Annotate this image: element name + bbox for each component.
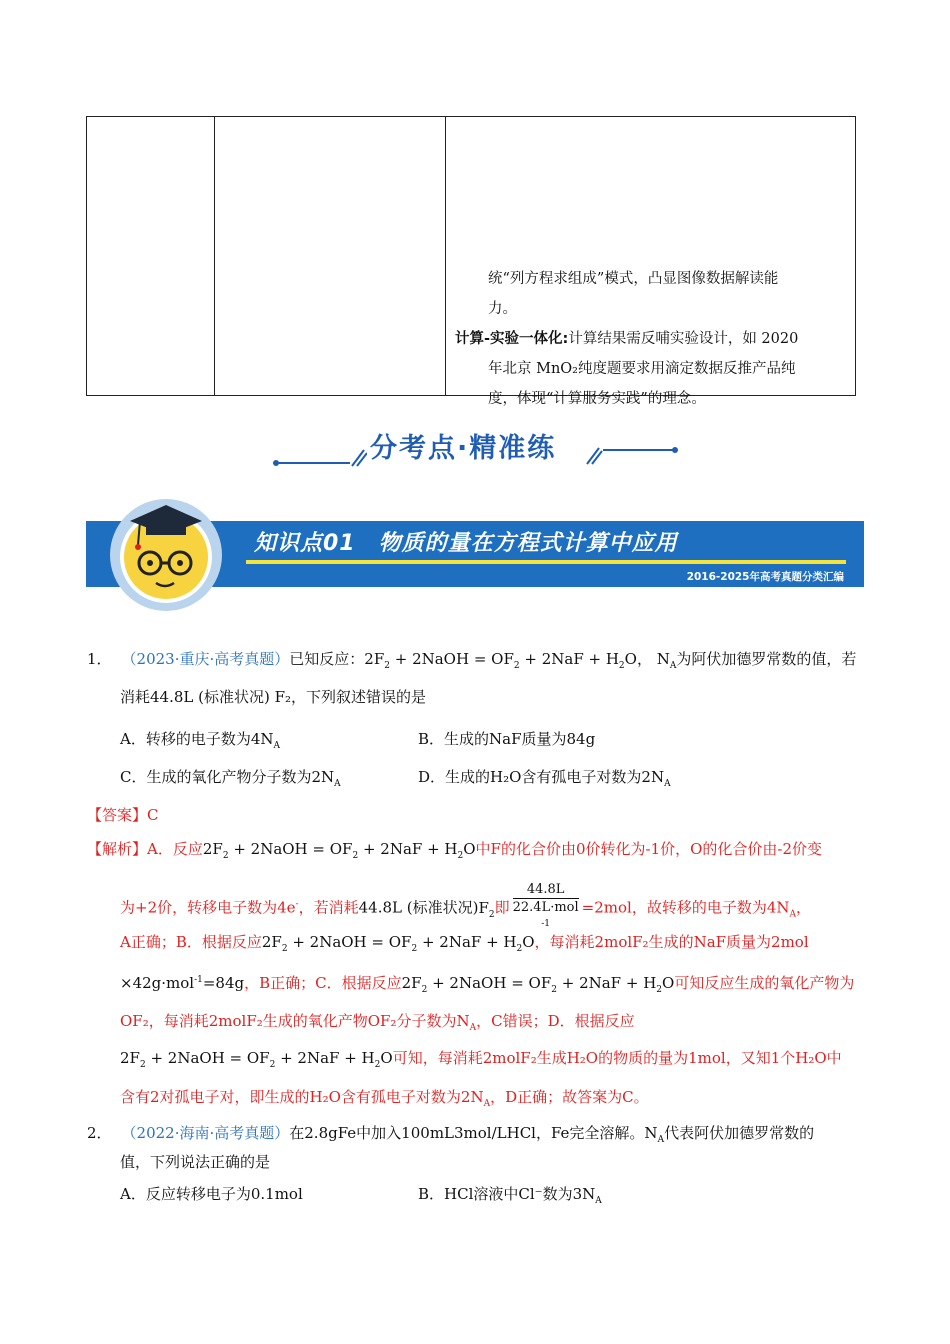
banner-subtitle: 2016-2025年高考真题分类汇编 — [686, 571, 844, 583]
analysis-line-6: $2F_2$ + 2NaOH = $OF_2 + 2NaF + H_2O$可知，每消耗2molF₂生成H₂O的物质的量为1mol，又知1个H₂O中 — [120, 1049, 842, 1070]
analysis-line-7: 含有2对孤电子对，即生成的H₂O含有孤电子对数为$2N_A$，D正确；故答案为C。 — [120, 1088, 649, 1109]
question-2-line-2: 值，下列说法正确的是 — [120, 1153, 271, 1171]
section-title-text: 分考点·精准练 — [370, 433, 557, 464]
option-d[interactable]: D．生成的H₂O含有孤电子对数为$2N_A$ — [418, 768, 671, 789]
analysis-line-4: ×42g·mol$^{-1}$=84g，B正确；C．根据反应$2F_2$ + 2NaOH = $OF_2 + 2NaF + H_2O$可知反应生成的氧化产物为 — [120, 974, 855, 995]
analysis-line-1: 【解析】A．反应$2F_2$ + 2NaOH = $OF_2 + 2NaF + H_2O$中F的化合价由0价转化为-1价，O的化合价由-2价变 — [87, 840, 823, 861]
equation: $2F_2$ + 2NaOH = $OF_2 + 2NaF + H_2O$ — [364, 650, 637, 671]
option-b[interactable]: B．HCl溶液中Cl⁻数为$3N_A$ — [418, 1185, 602, 1206]
option-c[interactable]: C．生成的氧化产物分子数为$2N_A$ — [120, 768, 341, 789]
banner-title: 知识点01 物质的量在方程式计算中应用 — [254, 531, 678, 556]
equation: $2F_2$ + 2NaOH = $OF_2 + 2NaF + H_2O$ — [261, 933, 535, 954]
fraction: 44.8L 22.4L·mol $^{-1}$ — [512, 882, 579, 929]
cell-bold-label: 计算-实验一体化: — [455, 331, 569, 347]
answer-line: 【答案】C — [87, 806, 159, 824]
question-source: （2023·重庆·高考真题） — [121, 650, 290, 668]
scholar-avatar-icon — [110, 491, 222, 615]
equation: $2F_2$ + 2NaOH = $OF_2 + 2NaF + H_2O$ — [120, 1049, 393, 1070]
cell-line: 统“列方程求组成”模式，凸显图像数据解读能 — [488, 271, 779, 287]
analysis-line-2: 为+2价，转移电子数为4e-，若消耗44.8L (标准状况)$F_2$即 44.8L 22.4L·mol $^{-1}$ =2mol，故转移的电子数为$4N_A$， — [120, 881, 811, 936]
cell-line: 度，体现“计算服务实践”的理念。 — [488, 391, 706, 407]
equation: $2F_2$ + 2NaOH = $OF_2 + 2NaF + H_2O$ — [401, 974, 675, 995]
cell-line: 计算-实验一体化:计算结果需反哺实验设计，如 2020 — [455, 331, 799, 347]
table-divider — [214, 117, 215, 395]
cell-line: 力。 — [488, 301, 517, 317]
option-a[interactable]: A．转移的电子数为$4N_A$ — [120, 730, 281, 751]
question-2-line-1: 2． （2022·海南·高考真题）在2.8gFe中加入100mL3mol/LHCl，Fe完全溶解。$N_A$代表阿伏加德罗常数的 — [87, 1124, 815, 1145]
analysis-line-3: A正确；B．根据反应$2F_2$ + 2NaOH = $OF_2 + 2NaF + H_2O$，每消耗2molF₂生成的NaF质量为2mol — [120, 933, 809, 954]
question-1-line-1: 1． （2023·重庆·高考真题）已知反应：$2F_2$ + 2NaOH = $OF_2 + 2NaF + H_2O$， $N_A$为阿伏加德罗常数的值，若 — [87, 650, 857, 671]
right-decor-icon — [585, 446, 680, 468]
question-1-line-2: 消耗44.8L (标准状况) F₂，下列叙述错误的是 — [120, 688, 427, 706]
option-a[interactable]: A．反应转移电子为0.1mol — [120, 1185, 303, 1203]
table-cell-text — [455, 264, 850, 414]
left-decor-icon — [272, 446, 367, 468]
cell-line: 年北京 MnO₂纯度题要求用滴定数据反推产品纯 — [488, 361, 796, 377]
option-b[interactable]: B．生成的NaF质量为84g — [418, 730, 596, 748]
banner-stripe — [246, 560, 846, 564]
analysis-line-5: OF₂，每消耗2molF₂生成的氧化产物OF₂分子数为$N_A$，C错误；D．根据反应 — [120, 1012, 635, 1033]
answer-value: C — [147, 806, 159, 824]
equation: $2F_2$ + 2NaOH = $OF_2 + 2NaF + H_2O$ — [202, 840, 476, 861]
section-title — [0, 433, 950, 478]
table-divider — [445, 117, 446, 395]
question-source: （2022·海南·高考真题） — [121, 1124, 290, 1142]
